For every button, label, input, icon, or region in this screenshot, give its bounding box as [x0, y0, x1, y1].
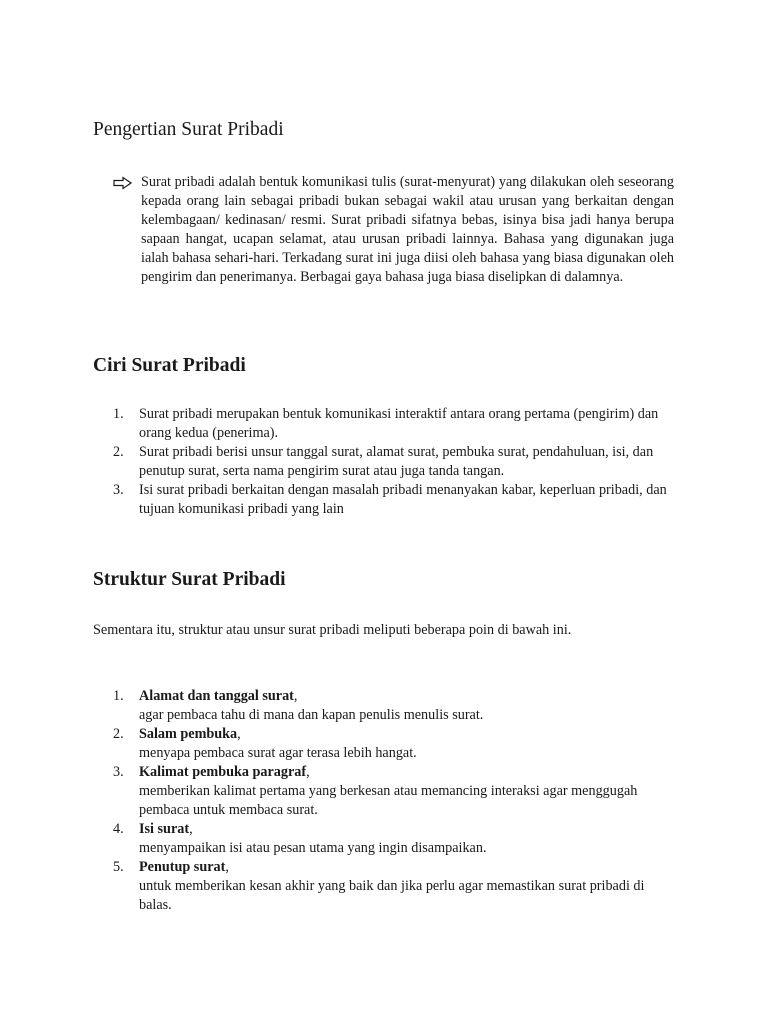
- list-item-description: memberikan kalimat pertama yang berkesan atau memancing interaksi agar menggugah pembaca untuk membaca surat.: [139, 783, 638, 818]
- list-item: [113, 405, 673, 443]
- list-item: [113, 443, 673, 481]
- list-number: 1.: [113, 688, 124, 704]
- arrow-right-outline-icon: [113, 176, 133, 190]
- list-item-term: Kalimat pembuka paragraf: [139, 764, 307, 780]
- ciri-list: [113, 405, 673, 519]
- list-item-text: Surat pribadi berisi unsur tanggal surat, alamat surat, pembuka surat, pendahuluan, isi, dan penutup surat, serta nama pengirim surat atau juga tanda tangan.: [139, 444, 654, 479]
- list-item-description: untuk memberikan kesan akhir yang baik dan jika perlu agar memastikan surat pribadi di balas.: [139, 878, 645, 913]
- list-item-description: menyapa pembaca surat agar terasa lebih hangat.: [139, 745, 417, 761]
- list-item-description: menyampaikan isi atau pesan utama yang ingin disampaikan.: [139, 840, 487, 856]
- term-separator: ,: [293, 688, 298, 704]
- list-number: 3.: [113, 482, 124, 498]
- list-item: [113, 763, 673, 820]
- term-separator: ,: [225, 859, 229, 875]
- list-item-description: agar pembaca tahu di mana dan kapan penulis menulis surat.: [139, 707, 484, 723]
- list-number: 2.: [113, 444, 124, 460]
- list-item: [113, 687, 673, 725]
- list-item-text: Isi surat pribadi berkaitan dengan masalah pribadi menanyakan kabar, keperluan pribadi, dan tujuan komunikasi pribadi yang lain: [139, 482, 667, 517]
- list-number: 2.: [113, 726, 124, 742]
- struktur-intro: Sementara itu, struktur atau unsur surat pribadi meliputi beberapa poin di bawah ini.: [93, 622, 572, 638]
- list-item-term: Penutup surat: [139, 859, 226, 875]
- struktur-list: [113, 687, 673, 915]
- heading-struktur: Struktur Surat Pribadi: [93, 569, 286, 590]
- heading-pengertian: Pengertian Surat Pribadi: [93, 119, 284, 140]
- list-item: [113, 820, 673, 858]
- term-separator: ,: [237, 726, 241, 742]
- heading-ciri: Ciri Surat Pribadi: [93, 355, 246, 376]
- term-separator: ,: [306, 764, 310, 780]
- list-item-term: Salam pembuka: [139, 726, 238, 742]
- list-number: 5.: [113, 859, 124, 875]
- list-item-term: Alamat dan tanggal surat: [139, 688, 294, 704]
- list-number: 1.: [113, 406, 124, 422]
- list-item: [113, 481, 673, 519]
- definition-paragraph: Surat pribadi adalah bentuk komunikasi tulis (surat-menyurat) yang dilakukan oleh seseorang kepada orang lain sebagai pribadi bukan sebagai wakil atau urusan yang berkaitan dengan kelembagaan/ kedinasan/ resmi. Surat pribadi sifatnya bebas, isinya bisa jadi hanya berupa sapaan hangat, ucapan selamat, atau urusan pribadi lainnya. Bahasa yang digunakan juga ialah bahasa sehari-hari. Terkadang surat ini juga diisi oleh bahasa yang biasa digunakan oleh pengirim dan penerimanya. Berbagai gaya bahasa juga biasa diselipkan di dalamnya.: [141, 174, 674, 285]
- list-number: 3.: [113, 764, 124, 780]
- list-number: 4.: [113, 821, 124, 837]
- list-item: [113, 858, 673, 915]
- list-item-term: Isi surat: [139, 821, 190, 837]
- list-item: [113, 725, 673, 763]
- list-item-text: Surat pribadi merupakan bentuk komunikasi interaktif antara orang pertama (pengirim) dan orang kedua (penerima).: [139, 406, 659, 441]
- term-separator: ,: [189, 821, 193, 837]
